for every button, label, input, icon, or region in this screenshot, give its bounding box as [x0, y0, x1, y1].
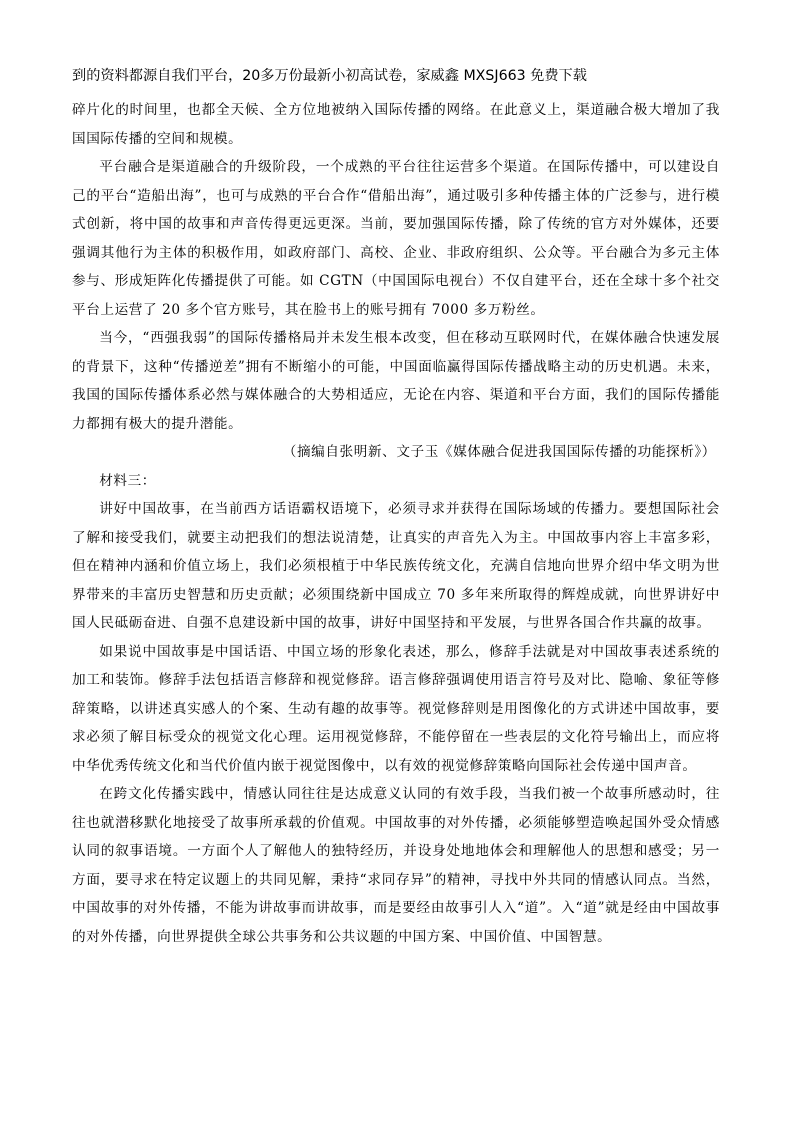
- material-three-heading: 材料三：: [99, 472, 156, 489]
- source-citation: （摘编自张明新、文子玉《媒体融合促进我国国际传播的功能探析》）: [282, 444, 716, 460]
- header-notice: 到的资料都源自我们平台，20多万份最新小初高试卷，家威鑫 MXSJ663 免费下载: [72, 68, 587, 84]
- paragraph-channel-fusion-end: 碎片化的时间里，也都全天候、全方位地被纳入国际传播的网络。在此意义上，渠道融合极大增加了我国国际传播的空间和规模。: [72, 102, 720, 147]
- paragraph-communication-pattern: 当今，“西强我弱”的国际传播格局并未发生根本改变，但在移动互联网时代，在媒体融合快速发展的背景下，这种“传播逆差”拥有不断缩小的可能，中国面临赢得国际传播战略主动的历史机遇。未来，我国的国际传播体系必然与媒体融合的大势相适应，无论在内容、渠道和平台方面，我们的国际传播能力都拥有极大的提升潜能。: [72, 330, 720, 432]
- paragraph-tell-china-story: 讲好中国故事，在当前西方话语霸权语境下，必须寻求并获得在国际场域的传播力。要想国际社会了解和接受我们，就要主动把我们的想法说清楚，让真实的声音先入为主。中国故事内容上丰富多彩，但在精神内涵和价值立场上，我们必须根植于中华民族传统文化，充满自信地向世界介绍中华文明为世界带来的丰富历史智慧和历史贡献；必须围绕新中国成立 70 多年来所取得的辉煌成就，向世界讲好中国人民砥砺奋进、自强不息建设新中国的故事，讲好中国坚持和平发展，与世界各国合作共赢的故事。: [72, 501, 720, 631]
- paragraph-rhetoric: 如果说中国故事是中国话语、中国立场的形象化表述，那么，修辞手法就是对中国故事表述系统的加工和装饰。修辞手法包括语言修辞和视觉修辞。语言修辞强调使用语言符号及对比、隐喻、象征等修辞策略，以讲述真实感人的个案、生动有趣的故事等。视觉修辞则是用图像化的方式讲述中国故事，要求必须了解目标受众的视觉文化心理。运用视觉修辞，不能停留在一些表层的文化符号输出上，而应将中华优秀传统文化和当代价值内嵌于视觉图像中，以有效的视觉修辞策略向国际社会传递中国声音。: [72, 643, 720, 774]
- article-body: [72, 96, 720, 951]
- paragraph-platform-fusion: 平台融合是渠道融合的升级阶段，一个成熟的平台往往运营多个渠道。在国际传播中，可以建设自己的平台“造船出海”，也可与成熟的平台合作“借船出海”，通过吸引多种传播主体的广泛参与，进行模式创新，将中国的故事和声音传得更远更深。当前，要加强国际传播，除了传统的官方对外媒体，还要强调其他行为主体的积极作用，如政府部门、高校、企业、非政府组织、公众等。平台融合为多元主体参与、形成矩阵化传播提供了可能。如 CGTN（中国国际电视台）不仅自建平台，还在全球十多个社交平台上运营了 20 多个官方账号，其在脸书上的账号拥有 7000 多万粉丝。: [72, 159, 720, 318]
- paragraph-emotional-identity: 在跨文化传播实践中，情感认同往往是达成意义认同的有效手段，当我们被一个故事所感动时，往往也就潜移默化地接受了故事所承载的价值观。中国故事的对外传播，必须能够塑造唤起国外受众情感认同的叙事语境。一方面个人了解他人的独特经历，并设身处地地体会和理解他人的思想和感受；另一方面，要寻求在特定议题上的共同见解，秉持“求同存异”的精神，寻找中外共同的情感认同点。当然，中国故事的对外传播，不能为讲故事而讲故事，而是要经由故事引人入“道”。入“道”就是经由中国故事的对外传播，向世界提供全球公共事务和公共议题的中国方案、中国价值、中国智慧。: [72, 786, 720, 945]
